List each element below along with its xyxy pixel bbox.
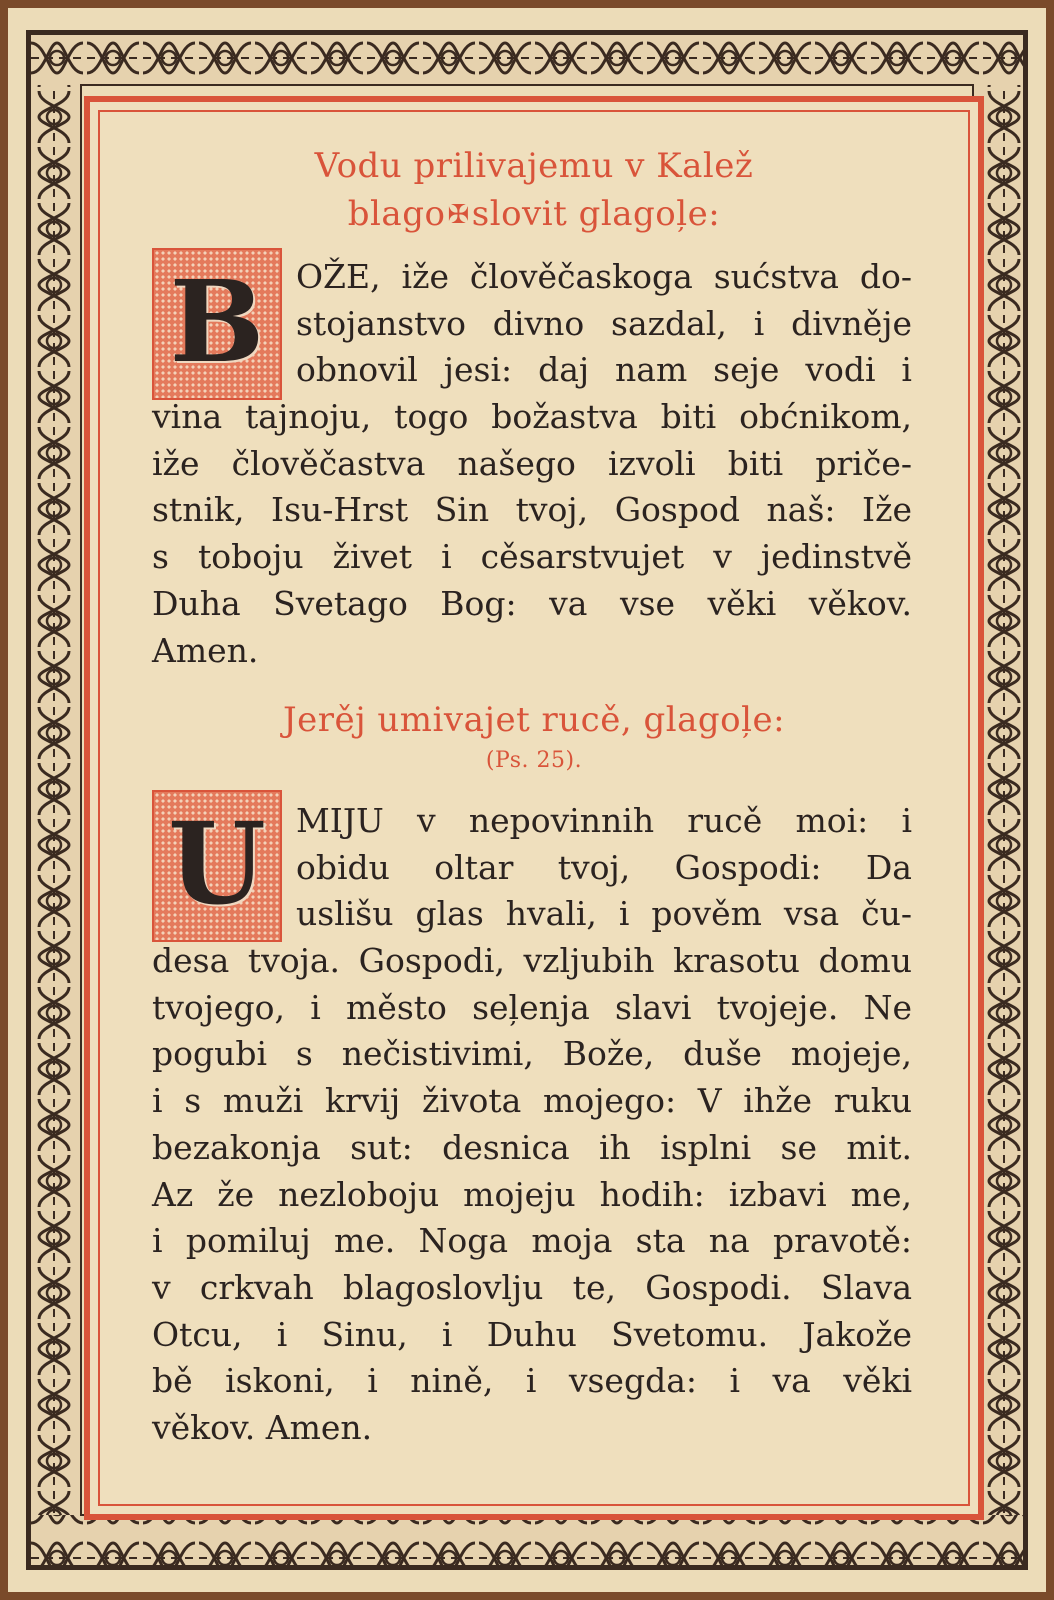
prayer-2-line: bezakonja sut: desnica ih isplni se mit. — [152, 1127, 912, 1167]
prayer-2-line: desa tvoja. Gospodi, vzljubih krasotu domu — [152, 941, 912, 980]
prayer-2-line: bě iskoni, i nině, i vsegda: i va věki — [152, 1361, 912, 1401]
prayer-2-line: Otcu, i Sinu, i Duhu Svetomu. Jakože — [152, 1314, 912, 1354]
prayer-1-line: vina tajnoju, togo božastva biti obćnikom, — [152, 397, 912, 436]
prayer-2-indented — [296, 798, 912, 938]
prayer-2-line: i s muži krvij života mojego: V ihže ruku — [152, 1081, 912, 1121]
prayer-2-line: MIJU v nepovinnih rucě moi: i — [296, 801, 912, 840]
prayer-2-line: obidu oltar tvoj, Gospodi: Da — [296, 847, 912, 887]
rubric-1-line-2 — [90, 194, 978, 234]
text-panel — [84, 96, 984, 1520]
rubric-1-line-2-post: slovit glagoļe: — [471, 194, 721, 234]
rubric-1-line-1: Vodu prilivajemu v Kalež — [314, 146, 754, 186]
prayer-1-line: obnovil jesi: daj nam seje vodi i — [296, 350, 912, 390]
prayer-2-line: věkov. Amen. — [152, 1408, 373, 1448]
prayer-2-body — [152, 938, 912, 1452]
prayer-1-body — [152, 394, 912, 674]
rubric-2-line-2: (Ps. 25). — [485, 748, 583, 773]
prayer-2-line: Az že nezloboju mojeju hodih: izbavi me, — [152, 1174, 912, 1214]
prayer-1-line: OŽE, iže člověčaskoga sućstva do- — [296, 257, 912, 296]
card — [8, 8, 1046, 1592]
cross-icon: ✠ — [447, 200, 470, 230]
rubric-2-line-1: Jerěj umivajet rucě, glagoļe: — [282, 700, 786, 740]
prayer-1-line: iže člověčastva našego izvoli biti priče- — [152, 443, 912, 483]
prayer-1-line: stnik, Isu-Hrst Sin tvoj, Gospod naš: Iže — [152, 490, 912, 530]
prayer-2-line: tvojego, i město seļenja slavi tvojeje. Ne — [152, 987, 912, 1027]
initial-letter-b: B — [169, 256, 265, 388]
prayer-1-line: Duha Svetago Bog: va vse věki věkov. — [152, 583, 912, 623]
prayer-1-indented — [296, 254, 912, 394]
prayer-1-line: s toboju živet i cěsarstvujet v jedinstvě — [152, 537, 912, 577]
prayer-1-line: Amen. — [152, 630, 259, 670]
prayer-1-line: stojanstvo divno sazdal, i divněje — [296, 303, 912, 343]
prayer-2-line: v crkvah blagoslovlju te, Gospodi. Slava — [152, 1267, 912, 1307]
prayer-2-line: i pomiluj me. Noga moja sta na pravotě: — [152, 1221, 912, 1261]
rubric-1-line-2-pre: blago — [347, 194, 446, 234]
initial-letter-u: U — [168, 798, 266, 930]
illuminated-initial-b — [152, 248, 282, 400]
prayer-2-line: pogubi s nečistivimi, Bože, duše mojeje, — [152, 1034, 912, 1074]
prayer-2-line: uslišu glas hvali, i pověm vsa ču- — [296, 894, 912, 934]
illuminated-initial-u — [152, 790, 282, 942]
